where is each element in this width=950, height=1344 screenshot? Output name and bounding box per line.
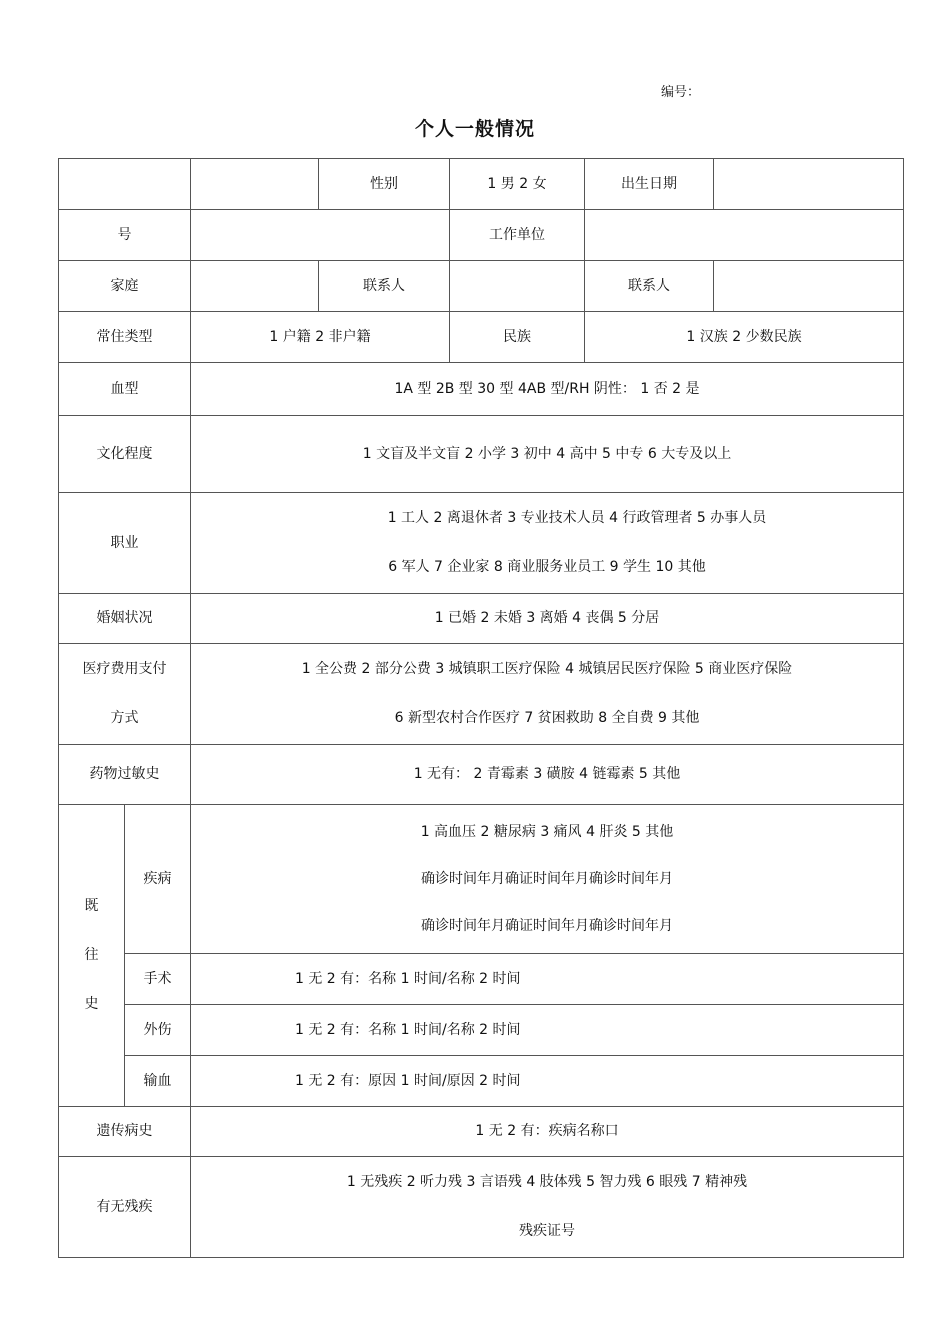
id-number-label: 号 xyxy=(59,210,191,261)
disease-options[interactable] xyxy=(191,805,904,954)
drug-allergy-label: 药物过敏史 xyxy=(59,745,191,805)
transfusion-label: 输血 xyxy=(125,1056,191,1107)
serial-number-label: 编号： xyxy=(661,85,701,100)
trauma-label: 外伤 xyxy=(125,1005,191,1056)
family-label: 家庭 xyxy=(59,261,191,312)
disability-label: 有无残疾 xyxy=(59,1157,191,1258)
work-unit-field[interactable] xyxy=(585,210,904,261)
disease-line-2: 确诊时间年月确证时间年月确诊时间年月 xyxy=(421,870,673,887)
occupation-label: 职业 xyxy=(59,493,191,594)
birth-date-label: 出生日期 xyxy=(585,159,714,210)
history-char-2: 往 xyxy=(84,947,99,963)
name-label-cell xyxy=(59,159,191,210)
payment-label-line-1: 医疗费用支付 xyxy=(82,661,167,677)
contact-label-1: 联系人 xyxy=(319,261,450,312)
residence-type-options[interactable]: 1 户籍 2 非户籍 xyxy=(191,312,450,363)
gender-options[interactable]: 1 男 2 女 xyxy=(450,159,585,210)
trauma-options[interactable]: 1 无 2 有：名称 1 时间/名称 2 时间 xyxy=(191,1005,904,1056)
surgery-label: 手术 xyxy=(125,954,191,1005)
contact-field-2[interactable] xyxy=(714,261,904,312)
occupation-line-1: 1 工人 2 离退休者 3 专业技术人员 4 行政管理者 5 办事人员 xyxy=(387,510,767,526)
page-title: 个人一般情况 xyxy=(414,118,535,140)
genetic-history-options[interactable]: 1 无 2 有：疾病名称口 xyxy=(191,1107,904,1157)
occupation-options[interactable] xyxy=(191,493,904,594)
gender-label: 性别 xyxy=(319,159,450,210)
contact-label-2: 联系人 xyxy=(585,261,714,312)
disability-options[interactable] xyxy=(191,1157,904,1258)
payment-label-line-2: 方式 xyxy=(110,710,139,726)
personal-info-form xyxy=(58,158,904,1258)
disease-label: 疾病 xyxy=(125,805,191,954)
education-options[interactable]: 1 文盲及半文盲 2 小学 3 初中 4 高中 5 中专 6 大专及以上 xyxy=(191,416,904,493)
payment-line-1: 1 全公费 2 部分公费 3 城镇职工医疗保险 4 城镇居民医疗保险 5 商业医疗保险 xyxy=(301,661,793,677)
contact-field-1[interactable] xyxy=(450,261,585,312)
id-number-field[interactable] xyxy=(191,210,450,261)
ethnic-label: 民族 xyxy=(450,312,585,363)
family-field[interactable] xyxy=(191,261,319,312)
residence-type-label: 常住类型 xyxy=(59,312,191,363)
ethnic-options[interactable]: 1 汉族 2 少数民族 xyxy=(585,312,904,363)
genetic-history-label: 遗传病史 xyxy=(59,1107,191,1157)
payment-method-label xyxy=(59,644,191,745)
disability-line-1: 1 无残疾 2 听力残 3 言语残 4 肢体残 5 智力残 6 眼残 7 精神残 xyxy=(346,1174,748,1190)
transfusion-options[interactable]: 1 无 2 有：原因 1 时间/原因 2 时间 xyxy=(191,1056,904,1107)
occupation-line-2: 6 军人 7 企业家 8 商业服务业员工 9 学生 10 其他 xyxy=(388,559,706,575)
work-unit-label: 工作单位 xyxy=(450,210,585,261)
medical-history-label xyxy=(59,805,125,1107)
payment-line-2: 6 新型农村合作医疗 7 贫困救助 8 全自费 9 其他 xyxy=(394,710,700,726)
disease-line-1: 1 高血压 2 糖尿病 3 痛风 4 肝炎 5 其他 xyxy=(420,823,674,840)
surgery-options[interactable]: 1 无 2 有：名称 1 时间/名称 2 时间 xyxy=(191,954,904,1005)
name-field[interactable] xyxy=(191,159,319,210)
education-label: 文化程度 xyxy=(59,416,191,493)
disease-line-3: 确诊时间年月确证时间年月确诊时间年月 xyxy=(421,917,673,934)
history-char-3: 史 xyxy=(84,996,99,1012)
payment-method-options[interactable] xyxy=(191,644,904,745)
birth-date-field[interactable] xyxy=(714,159,904,210)
blood-type-label: 血型 xyxy=(59,363,191,416)
marital-status-label: 婚姻状况 xyxy=(59,594,191,644)
drug-allergy-options[interactable]: 1 无有： 2 青霉素 3 磺胺 4 链霉素 5 其他 xyxy=(191,745,904,805)
marital-status-options[interactable]: 1 已婚 2 未婚 3 离婚 4 丧偶 5 分居 xyxy=(191,594,904,644)
history-char-1: 既 xyxy=(84,898,99,914)
disability-certificate-label: 残疾证号 xyxy=(519,1223,575,1239)
blood-type-options[interactable]: 1A 型 2B 型 30 型 4AB 型/RH 阴性： 1 否 2 是 xyxy=(191,363,904,416)
